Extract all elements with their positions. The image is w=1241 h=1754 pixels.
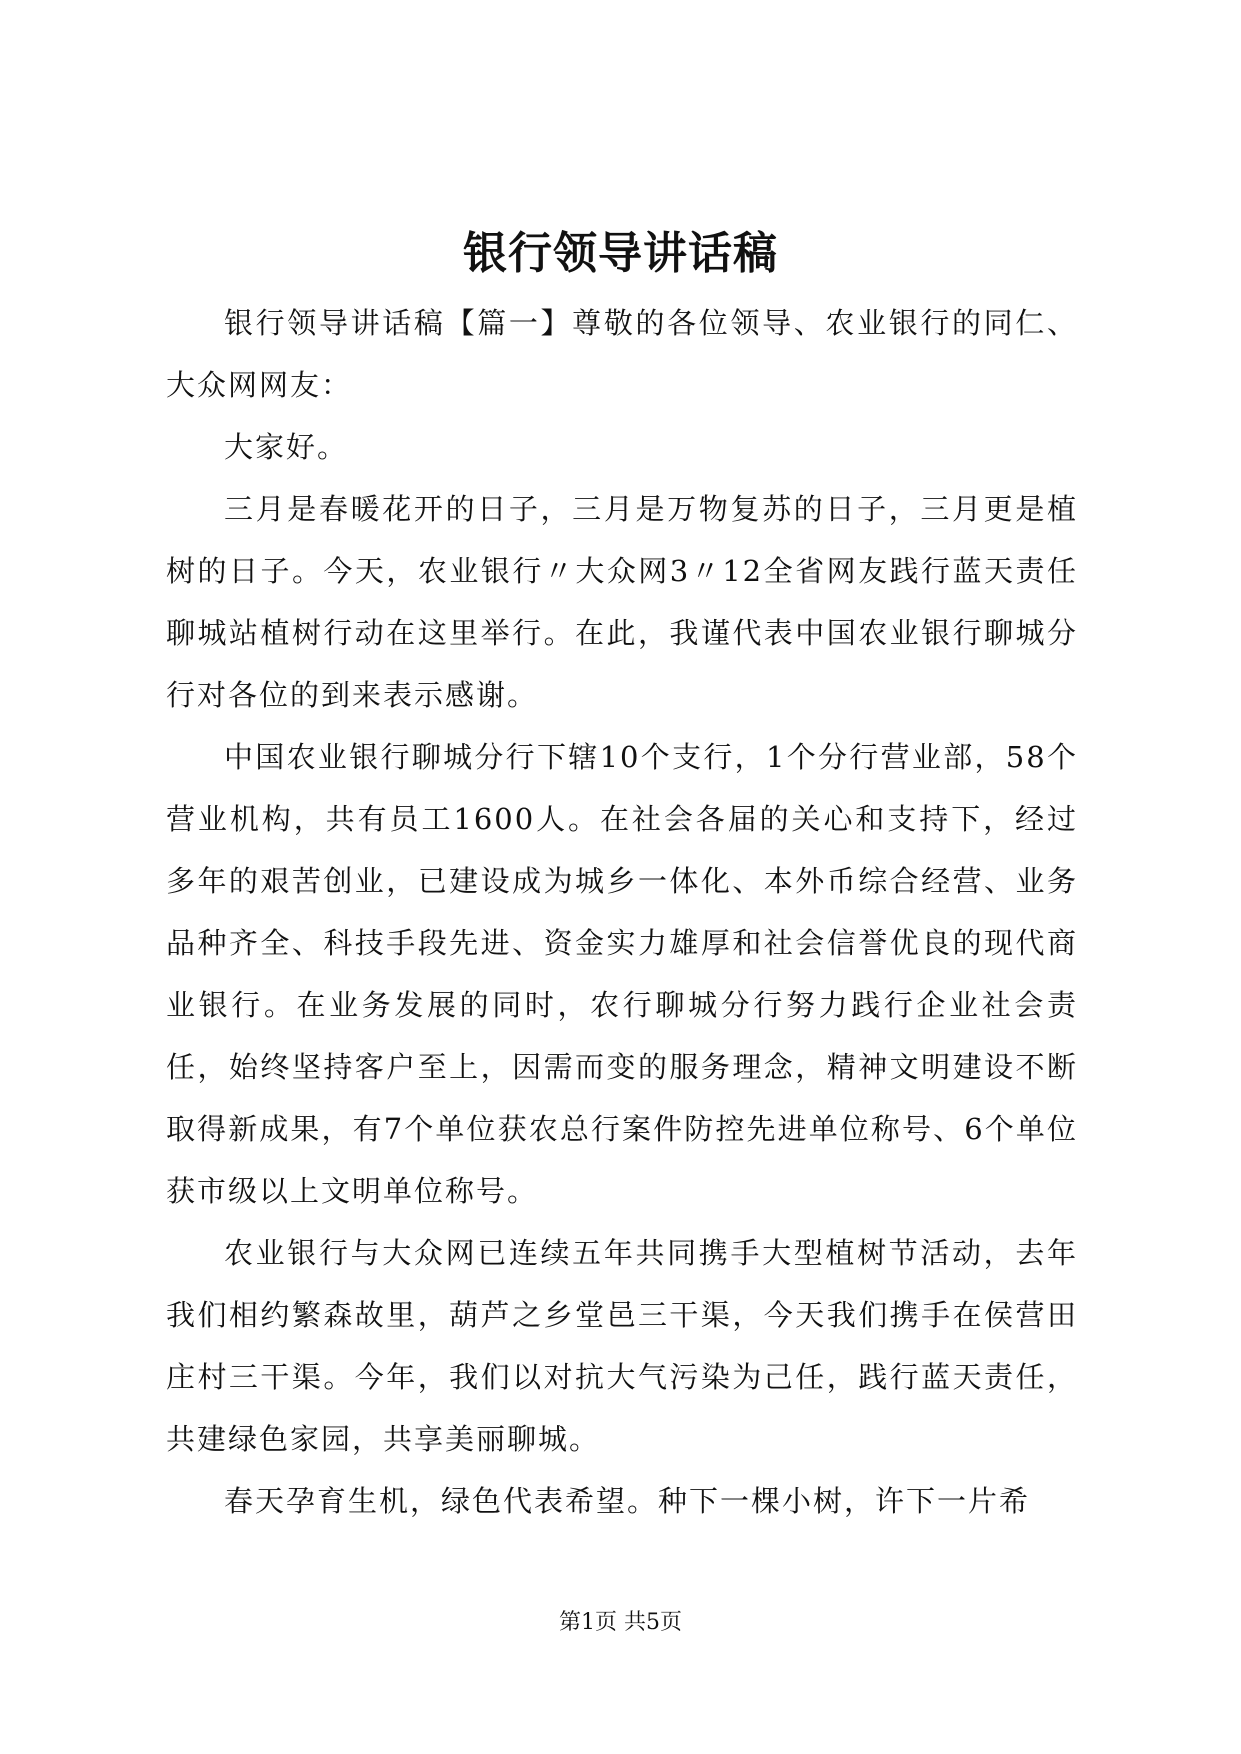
paragraph: 农业银行与大众网已连续五年共同携手大型植树节活动，去年我们相约繁森故里，葫芦之乡堂邑三干渠，今天我们携手在侯营田庄村三干渠。今年，我们以对抗大气污染为己任，践行蓝天责任，共建绿色家园，共享美丽聊城。 xyxy=(166,1236,1078,1456)
document-body xyxy=(166,292,1078,1532)
paragraph: 春天孕育生机，绿色代表希望。种下一棵小树，许下一片希 xyxy=(224,1484,1031,1518)
paragraph: 银行领导讲话稿【篇一】尊敬的各位领导、农业银行的同仁、大众网网友： xyxy=(166,306,1078,402)
paragraph: 中国农业银行聊城分行下辖10个支行，1个分行营业部，58个营业机构，共有员工1600人。在社会各届的关心和支持下，经过多年的艰苦创业，已建设成为城乡一体化、本外币综合经营、业务品种齐全、科技手段先进、资金实力雄厚和社会信誉优良的现代商业银行。在业务发展的同时，农行聊城分行努力践行企业社会责任，始终坚持客户至上，因需而变的服务理念，精神文明建设不断取得新成果，有7个单位获农总行案件防控先进单位称号、6个单位获市级以上文明单位称号。 xyxy=(166,740,1078,1208)
page-footer: 第1页 共5页 xyxy=(559,1610,682,1635)
document-title: 银行领导讲话稿 xyxy=(463,228,778,279)
paragraph: 大家好。 xyxy=(224,430,349,464)
paragraph: 三月是春暖花开的日子，三月是万物复苏的日子，三月更是植树的日子。今天，农业银行〃大众网3〃12全省网友践行蓝天责任聊城站植树行动在这里举行。在此，我谨代表中国农业银行聊城分行对各位的到来表示感谢。 xyxy=(166,492,1078,712)
